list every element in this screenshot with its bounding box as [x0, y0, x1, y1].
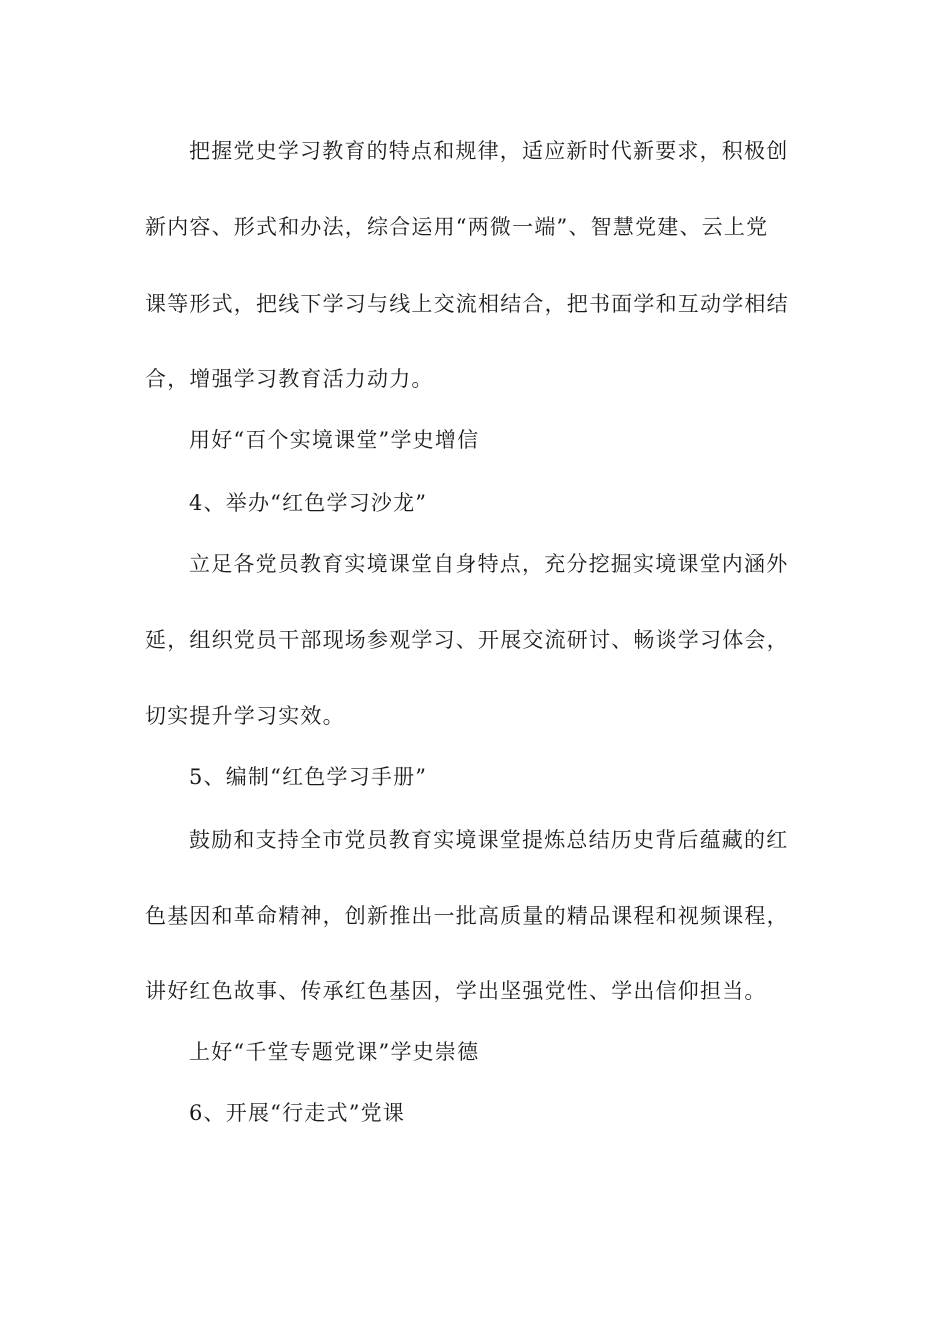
paragraph-2-line-3: 切实提升学习实效。: [145, 704, 345, 728]
paragraph-1-line-3: 课等形式，把线下学习与线上交流相结合，把书面学和互动学相结: [145, 292, 789, 316]
item-heading-5: 5、编制“红色学习手册”: [189, 765, 428, 789]
paragraph-2-line-1: 立足各党员教育实境课堂自身特点，充分挖掘实境课堂内涵外: [189, 552, 789, 576]
paragraph-1-line-2: 新内容、形式和办法，综合运用“两微一端”、智慧党建、云上党: [145, 215, 769, 239]
item-heading-6: 6、开展“行走式”党课: [189, 1101, 406, 1125]
paragraph-1-line-1: 把握党史学习教育的特点和规律，适应新时代新要求，积极创: [189, 139, 789, 163]
paragraph-2-line-2: 延，组织党员干部现场参观学习、开展交流研讨、畅谈学习体会，: [145, 628, 789, 652]
paragraph-3-line-2: 色基因和革命精神，创新推出一批高质量的精品课程和视频课程，: [145, 904, 789, 928]
section-heading-shixue-chongde: 上好“千堂专题党课”学史崇德: [189, 1040, 480, 1064]
paragraph-3-line-1: 鼓励和支持全市党员教育实境课堂提炼总结历史背后蕴藏的红: [189, 828, 789, 852]
item-heading-4: 4、举办“红色学习沙龙”: [189, 491, 428, 515]
paragraph-1-line-4: 合，增强学习教育活力动力。: [145, 367, 434, 391]
section-heading-shixue-zengxin: 用好“百个实境课堂”学史增信: [189, 428, 480, 452]
paragraph-3-line-3: 讲好红色故事、传承红色基因，学出坚强党性、学出信仰担当。: [145, 979, 767, 1003]
